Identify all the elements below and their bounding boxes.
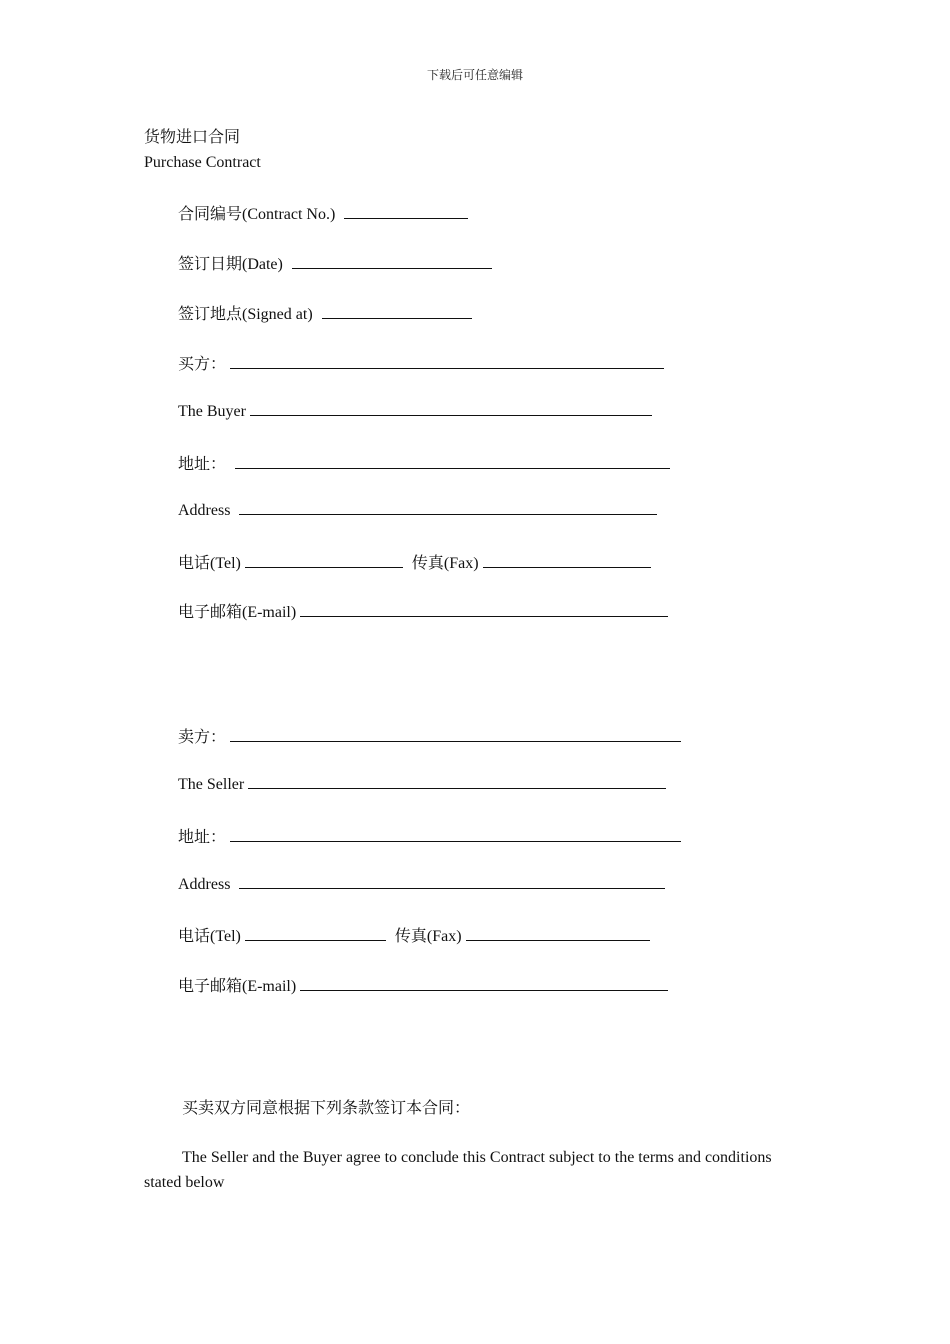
title-en: Purchase Contract — [144, 154, 261, 171]
buyer-name-en-blank[interactable] — [250, 401, 652, 416]
buyer-fax-label: 传真(Fax) — [411, 555, 479, 572]
contract-no-blank[interactable] — [344, 204, 468, 219]
signed-at-blank[interactable] — [322, 304, 472, 319]
seller-name-zh-label: 卖方： — [178, 729, 227, 746]
contract-title — [144, 125, 261, 175]
agreement-en-line2: stated below — [144, 1174, 225, 1191]
buyer-email-blank[interactable] — [300, 602, 668, 617]
buyer-tel-label: 电话(Tel) — [178, 555, 241, 572]
buyer-name-en-row — [178, 401, 652, 421]
signed-at-label: 签订地点(Signed at) — [178, 306, 313, 323]
buyer-tel-blank[interactable] — [245, 553, 403, 568]
seller-fax-blank[interactable] — [466, 926, 650, 941]
buyer-address-zh-label: 地址： — [178, 456, 227, 473]
agreement-en-line1: The Seller and the Buyer agree to conclude this Contract subject to the terms and conditions — [182, 1149, 772, 1166]
contract-no-row — [178, 201, 468, 224]
agreement-zh: 买卖双方同意根据下列条款签订本合同： — [182, 1100, 471, 1117]
seller-tel-fax-row — [178, 923, 650, 946]
seller-address-en-blank[interactable] — [239, 874, 665, 889]
seller-name-zh-blank[interactable] — [230, 727, 681, 742]
page-header-note: 下载后可任意编辑 — [426, 68, 523, 82]
signed-at-row — [178, 301, 472, 324]
seller-fax-label: 传真(Fax) — [394, 928, 462, 945]
buyer-address-en-blank[interactable] — [239, 500, 657, 515]
buyer-email-label: 电子邮箱(E-mail) — [178, 604, 297, 621]
buyer-address-en-label: Address — [178, 502, 231, 519]
contract-no-label: 合同编号(Contract No.) — [178, 206, 336, 223]
buyer-email-row — [178, 599, 668, 622]
seller-name-en-row — [178, 774, 666, 794]
seller-tel-label: 电话(Tel) — [178, 928, 241, 945]
seller-name-en-blank[interactable] — [248, 774, 666, 789]
title-zh: 货物进口合同 — [144, 129, 241, 146]
agreement-en — [144, 1145, 824, 1195]
buyer-address-zh-row — [178, 451, 670, 474]
seller-name-zh-row — [178, 724, 681, 747]
seller-address-zh-label: 地址： — [178, 829, 227, 846]
buyer-address-zh-blank[interactable] — [235, 454, 670, 469]
seller-address-en-label: Address — [178, 876, 231, 893]
seller-address-zh-blank[interactable] — [230, 827, 681, 842]
date-row — [178, 251, 492, 274]
seller-tel-blank[interactable] — [245, 926, 386, 941]
seller-address-zh-row — [178, 824, 681, 847]
seller-address-en-row — [178, 874, 665, 894]
seller-email-row — [178, 973, 668, 996]
buyer-address-en-row — [178, 500, 657, 520]
seller-name-en-label: The Seller — [178, 776, 245, 793]
date-label: 签订日期(Date) — [178, 256, 283, 273]
buyer-fax-blank[interactable] — [483, 553, 651, 568]
date-blank[interactable] — [292, 254, 492, 269]
buyer-name-en-label: The Buyer — [178, 403, 246, 420]
seller-email-blank[interactable] — [300, 976, 668, 991]
buyer-name-zh-blank[interactable] — [230, 354, 664, 369]
seller-email-label: 电子邮箱(E-mail) — [178, 978, 297, 995]
buyer-name-zh-row — [178, 351, 664, 374]
buyer-name-zh-label: 买方： — [178, 356, 227, 373]
buyer-tel-fax-row — [178, 550, 651, 573]
